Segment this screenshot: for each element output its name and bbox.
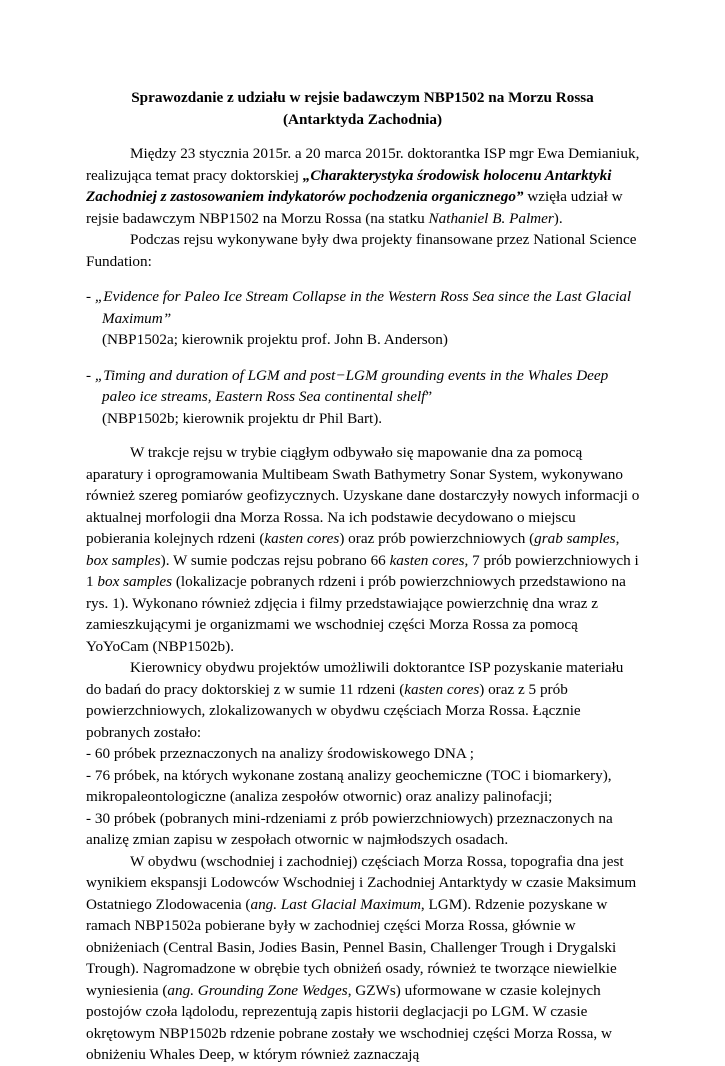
project-b-info: (NBP1502b; kierownik projektu dr Phil Bart).: [102, 409, 383, 427]
project-item-a: [86, 286, 641, 351]
cruise-text-b: ) oraz prób powierzchniowych (: [339, 530, 535, 547]
project-a-info: (NBP1502a; kierownik projektu prof. John B. Anderson): [102, 331, 448, 348]
project-a-title: „Evidence for Paleo Ice Stream Collapse in the Western Ross Sea since the Last Glacial Maximum”: [94, 288, 632, 327]
cruise-term-3: box samples: [86, 551, 161, 569]
thesis-title: „Charakterystyka środowisk holocenu Antarktyki Zachodniej z zastosowaniem indykatorów pochodzenia organicznego”: [86, 166, 612, 205]
paragraph-topography: [86, 851, 641, 1066]
paragraph-cruise-work: [86, 442, 641, 657]
topo-term-1: ang. Last Glacial Maximum: [250, 895, 421, 913]
cruise-text-c: ,: [615, 530, 620, 547]
materials-text-a: Kierownicy obydwu projektów umożliwili doktorantce ISP pozyskanie materiału do badań do pracy doktorskiej z w sumie 11 rdzeni (: [86, 659, 624, 698]
project-item-b: [86, 365, 641, 430]
document-title: [0, 87, 725, 130]
topo-term-2: ang. Grounding Zone Wedges: [167, 981, 348, 999]
intro-text-c: ).: [553, 209, 563, 227]
sample-list-item-2: - 76 próbek, na których wykonane zostaną analizy geochemiczne (TOC i biomarkery), mikropaleontologiczne (analiza zespołów otwornic) oraz analizy palinofacji;: [86, 766, 612, 805]
project-b-title-line: [86, 365, 641, 408]
sample-list-item-3: - 30 próbek (pobranych mini-rdzeniami z prób powierzchniowych) przeznaczonych na analizę zmian zapisu w zespołach otwornic w najmłodszych osadach.: [86, 809, 613, 848]
intro-text-b: wzięła udział w rejsie badawczym NBP1502 na Morzu Rossa (na statku: [86, 188, 623, 227]
cruise-text-d: ). W sumie podczas rejsu pobrano 66: [160, 551, 390, 569]
topo-text-c: , GZWs) uformowane w czasie kolejnych postojów czoła lądolodu, reprezentują zapis historii deglacjacji po LGM. W czasie okrętowym NBP1502b rdzenie pobrane zostały we wschodniej części Morza Rossa, w obniżeniu Whales Deep, w którym również zaznaczają: [86, 981, 612, 1063]
cruise-text-a: W trakcje rejsu w trybie ciągłym odbywało się mapowanie dna za pomocą aparatury i oprogramowania Multibeam Swath Bathymetry Sonar System, wykonywano również szereg pomiarów geofizycznych. Uzyskane dane dostarczyły nowych informacji o aktualnej morfologii dna Morza Rossa. Na ich podstawie decydowano o miejscu pobierania kolejnych rdzeni (: [86, 444, 640, 547]
project-b-title: „Timing and duration of LGM and post−LGM grounding events in the Whales Deep paleo ice streams, Eastern Ross Sea continental shelf: [94, 366, 609, 405]
paragraph-materials: [86, 657, 641, 743]
cruise-text-f: (lokalizacje pobranych rdzeni i prób powierzchniowych przedstawiono na rys. 1). Wykonano również zdjęcia i filmy przedstawiające powierzchnię dna wraz z zamieszkującymi je organizmami we wschodniej części Morza Rossa za pomocą YoYoCam (NBP1502b).: [86, 573, 626, 655]
paragraph-intro: [86, 143, 641, 229]
project-b-quote: ”: [425, 388, 433, 405]
paragraph-projects-intro: Podczas rejsu wykonywane były dwa projekty finansowane przez National Science Fundation:: [86, 231, 637, 270]
materials-term-1: kasten cores: [404, 680, 480, 698]
cruise-term-1: kasten cores: [264, 530, 340, 547]
project-a-dash: -: [86, 288, 95, 305]
project-a-title-line: [86, 286, 641, 329]
cruise-term-2: grab samples: [534, 530, 616, 547]
cruise-term-5: box samples: [97, 573, 173, 590]
cruise-term-4: kasten cores: [389, 551, 465, 569]
ship-name: Nathaniel B. Palmer: [428, 209, 554, 227]
sample-list-item-1: - 60 próbek przeznaczonych na analizy środowiskowego DNA ;: [86, 745, 474, 762]
title-line-2: (Antarktyda Zachodnia): [282, 110, 443, 128]
cruise-text-e: , 7 prób powierzchniowych i 1: [86, 551, 639, 590]
materials-text-b: ) oraz z 5 prób powierzchniowych, zlokalizowanych w obydwu częściach Morza Rossa. Łącznie pobranych zostało:: [86, 680, 581, 741]
title-line-1: Sprawozdanie z udziału w rejsie badawczym NBP1502 na Morzu Rossa: [131, 89, 594, 106]
topo-text-a: W obydwu (wschodniej i zachodniej) częściach Morza Rossa, topografia dna jest wynikiem ekspansji Lodowców Wschodniej i Zachodniej Antarktydy w czasie Maksimum Ostatniego Zlodowacenia (: [86, 852, 637, 913]
intro-text-a: Między 23 stycznia 2015r. a 20 marca 2015r. doktorantka ISP mgr Ewa Demianiuk, realizująca temat pracy doktorskiej: [86, 145, 640, 184]
project-b-dash: -: [86, 366, 95, 384]
topo-text-b: , LGM). Rdzenie pozyskane w ramach NBP1502a pobierane były w zachodniej części Morza Rossa, głównie w obniżeniach (Central Basin, Jodies Basin, Pennel Basin, Challenger Trough i Drygalski Trough). Nagromadzone w obrębie tych obniżeń osady, również te tworzące niewielkie wyniesienia (: [86, 895, 617, 999]
document-body: [86, 143, 641, 1066]
